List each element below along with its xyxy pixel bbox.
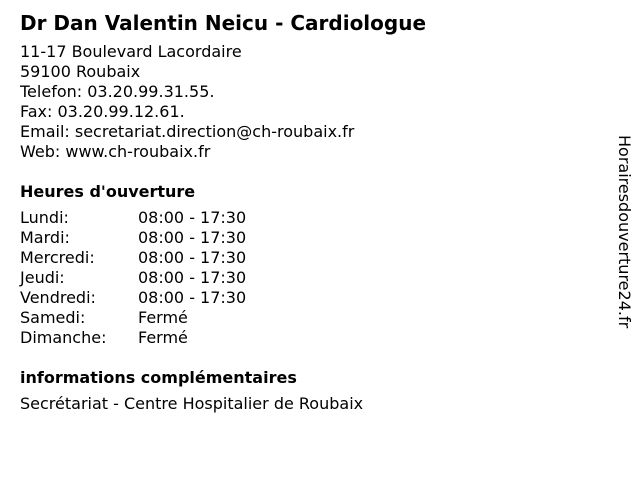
hours-time: 08:00 - 17:30	[138, 288, 247, 307]
hours-row	[20, 228, 600, 248]
hours-row	[20, 268, 600, 288]
opening-hours-heading: Heures d'ouverture	[20, 182, 196, 201]
hours-row	[20, 308, 600, 328]
site-watermark: Horairesdouverture24.fr	[615, 135, 634, 329]
hours-day: Mercredi:	[20, 248, 95, 267]
web-label: Web:	[20, 142, 66, 161]
hours-day: Vendredi:	[20, 288, 96, 307]
opening-hours-list	[20, 208, 600, 348]
hours-time: 08:00 - 17:30	[138, 268, 247, 287]
email-link[interactable]: secretariat.direction@ch-roubaix.fr	[74, 122, 355, 141]
fax-number: Fax: 03.20.99.12.61.	[20, 102, 185, 121]
address-city: 59100 Roubaix	[20, 62, 141, 81]
page-title: Dr Dan Valentin Neicu - Cardiologue	[20, 11, 427, 35]
hours-day: Jeudi:	[20, 268, 65, 287]
hours-row	[20, 208, 600, 228]
hours-time: Fermé	[138, 308, 188, 327]
additional-info-heading: informations complémentaires	[20, 368, 297, 387]
hours-row	[20, 288, 600, 308]
hours-time: Fermé	[138, 328, 188, 347]
hours-day: Lundi:	[20, 208, 69, 227]
hours-time: 08:00 - 17:30	[138, 248, 247, 267]
website-link[interactable]: www.ch-roubaix.fr	[65, 142, 211, 161]
hours-time: 08:00 - 17:30	[138, 228, 247, 247]
web-line	[20, 142, 600, 162]
email-line	[20, 122, 600, 142]
hours-time: 08:00 - 17:30	[138, 208, 247, 227]
hours-row	[20, 328, 600, 348]
hours-row	[20, 248, 600, 268]
practice-card	[20, 10, 600, 414]
hours-day: Samedi:	[20, 308, 86, 327]
additional-info-text: Secrétariat - Centre Hospitalier de Roubaix	[20, 394, 364, 413]
email-label: Email:	[20, 122, 75, 141]
hours-day: Dimanche:	[20, 328, 107, 347]
hours-day: Mardi:	[20, 228, 70, 247]
address-street: 11-17 Boulevard Lacordaire	[20, 42, 242, 61]
phone-number: Telefon: 03.20.99.31.55.	[20, 82, 215, 101]
